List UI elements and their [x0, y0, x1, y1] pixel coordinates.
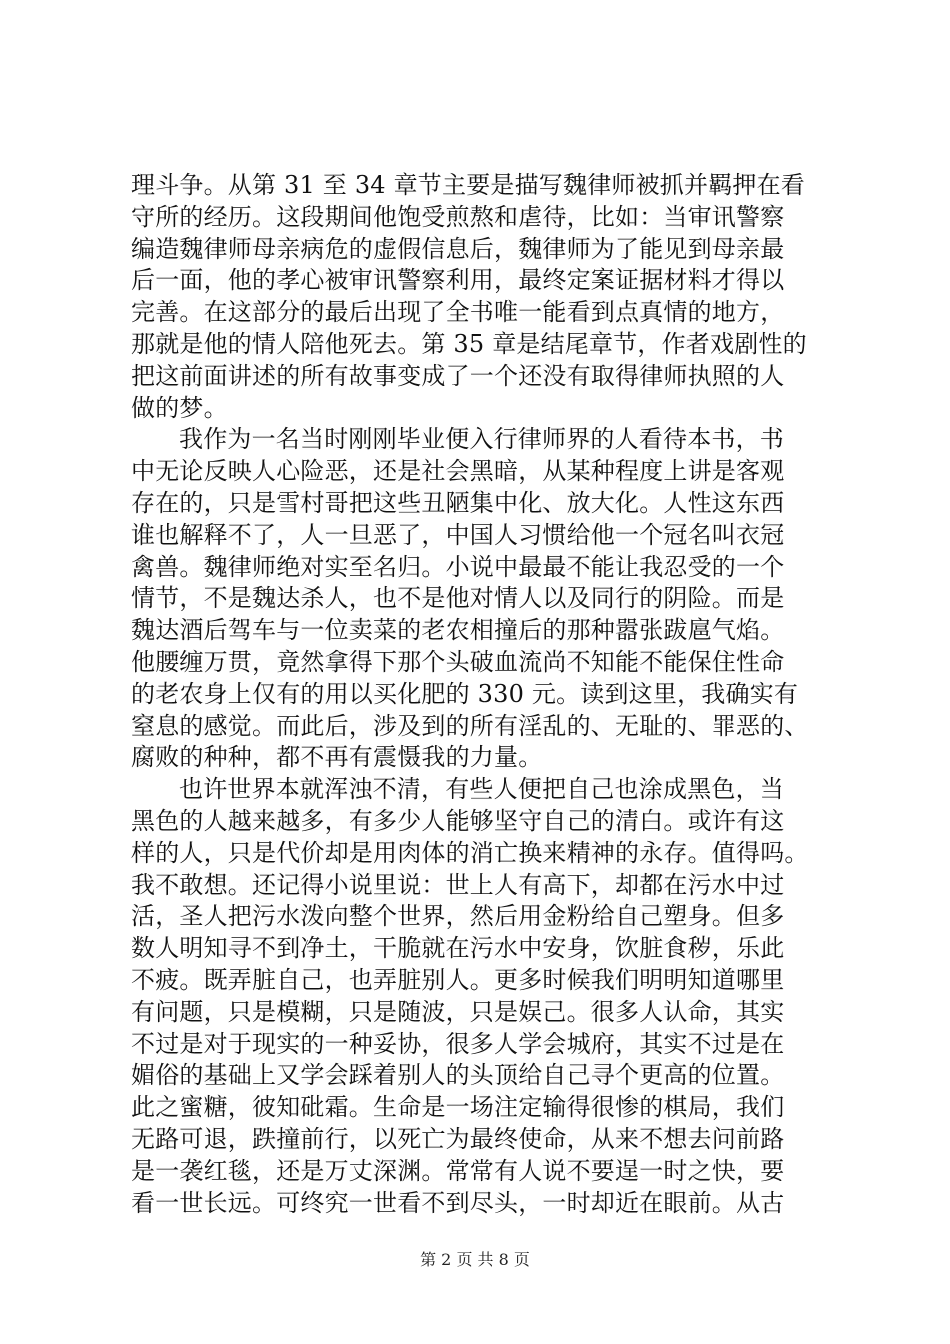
- text-line: 有问题，只是模糊，只是随波，只是娱己。很多人认命，其实: [131, 997, 785, 1026]
- text-line: 完善。在这部分的最后出现了全书唯一能看到点真情的地方，: [131, 298, 785, 327]
- text-line: 的老农身上仅有的用以买化肥的 330 元。读到这里，我确实有: [131, 679, 799, 708]
- text-line: 不疲。既弄脏自己，也弄脏别人。更多时候我们明明知道哪里: [131, 965, 785, 994]
- text-line: 数人明知寻不到净土，干脆就在污水中安身，饮脏食秽，乐此: [131, 934, 785, 963]
- text-line: 后一面，他的孝心被审讯警察利用，最终定案证据材料才得以: [131, 266, 785, 295]
- text-line: 我作为一名当时刚刚毕业便入行律师界的人看待本书，书: [179, 425, 784, 454]
- text-line: 守所的经历。这段期间他饱受煎熬和虐待，比如：当审讯警察: [131, 202, 785, 231]
- text-line: 情节，不是魏达杀人，也不是他对情人以及同行的阴险。而是: [131, 584, 785, 613]
- text-line: 中无论反映人心险恶，还是社会黑暗，从某种程度上讲是客观: [131, 457, 785, 486]
- text-line: 无路可退，跌撞前行，以死亡为最终使命，从来不想去问前路: [131, 1124, 785, 1153]
- text-line: 黑色的人越来越多，有多少人能够坚守自己的清白。或许有这: [131, 806, 785, 835]
- text-line: 是一袭红毯，还是万丈深渊。常常有人说不要逞一时之快，要: [131, 1156, 785, 1185]
- text-line: 理斗争。从第 31 至 34 章节主要是描写魏律师被抓并羁押在看: [131, 171, 805, 199]
- text-line: 谁也解释不了，人一旦恶了，中国人习惯给他一个冠名叫衣冠: [131, 520, 785, 549]
- text-line: 那就是他的情人陪他死去。第 35 章是结尾章节，作者戏剧性的: [131, 329, 807, 358]
- text-line: 窒息的感觉。而此后，涉及到的所有淫乱的、无耻的、罪恶的、: [131, 711, 809, 740]
- text-line: 活，圣人把污水泼向整个世界，然后用金粉给自己塑身。但多: [131, 902, 785, 931]
- text-line: 不过是对于现实的一种妥协，很多人学会城府，其实不过是在: [131, 1029, 785, 1058]
- text-line: 禽兽。魏律师绝对实至名归。小说中最最不能让我忍受的一个: [131, 552, 785, 581]
- text-line: 看一世长远。可终究一世看不到尽头，一时却近在眼前。从古: [131, 1188, 785, 1217]
- document-body: [131, 170, 831, 1219]
- page-footer: 第 2 页 共 8 页: [420, 1250, 530, 1269]
- text-line: 腐败的种种，都不再有震慑我的力量。: [131, 743, 543, 772]
- text-line: 存在的，只是雪村哥把这些丑陋集中化、放大化。人性这东西: [131, 488, 785, 517]
- text-line: 我不敢想。还记得小说里说：世上人有高下，却都在污水中过: [131, 870, 785, 899]
- text-line: 此之蜜糖，彼知砒霜。生命是一场注定输得很惨的棋局，我们: [131, 1093, 785, 1122]
- text-line: 魏达酒后驾车与一位卖菜的老农相撞后的那种嚣张跋扈气焰。: [131, 616, 785, 645]
- text-line: 做的梦。: [131, 393, 228, 422]
- text-line: 样的人，只是代价却是用肉体的消亡换来精神的永存。值得吗。: [131, 838, 809, 867]
- text-line: 他腰缠万贯，竟然拿得下那个头破血流尚不知能不能保住性命: [131, 647, 785, 676]
- text-line: 媚俗的基础上又学会踩着别人的头顶给自己寻个更高的位置。: [131, 1061, 785, 1090]
- text-line: 也许世界本就浑浊不清，有些人便把自己也涂成黑色，当: [179, 775, 784, 804]
- text-line: 把这前面讲述的所有故事变成了一个还没有取得律师执照的人: [131, 361, 785, 390]
- text-line: 编造魏律师母亲病危的虚假信息后，魏律师为了能见到母亲最: [131, 234, 785, 263]
